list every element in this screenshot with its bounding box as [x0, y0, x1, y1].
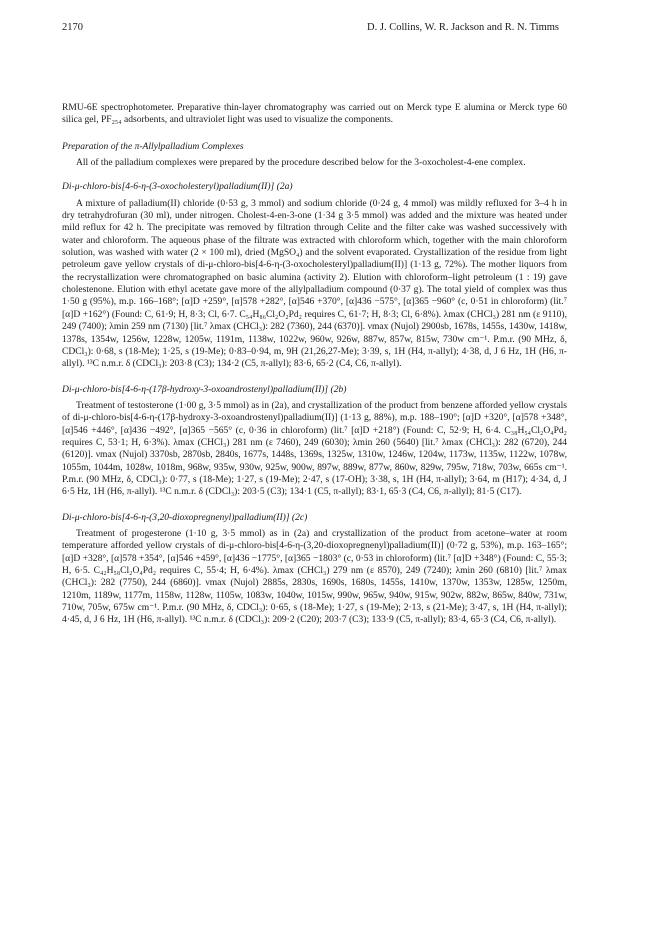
- section-paragraph: All of the palladium complexes were prepared by the procedure described below for the 3-oxocholest-4-ene complex.: [76, 157, 526, 169]
- compound-paragraph-2b: Treatment of testosterone (1·00 g, 3·5 mmol) as in (2a), and crystallization of the product from benzene afforded yellow crystals of di-μ-chloro-bis[4-6-η-(17β-hydroxy-3-oxoandrostenyl)palladium(II)] (1·13 g, 88%), m.p. 188–190°; [α]D +320°, [α]578 +348°, [α]546 +446°, [α]436 −492°, [α]365 −565° (c, 0·36 in chloroform) (lit.⁷ [α]D +218°) (Found: C, 52·9; H, 6·4. C₃₈H₅₄Cl₂O₄Pd₂ requires C, 53·1; H, 6·3%). λmax (CHCl₃) 281 nm (ε 7460), 249 (6030); λmin 260 (5640) [lit.⁷ λmax (CHCl₃): 282 (6720), 244 (6120)]. νmax (Nujol) 3370sb, 2870sb, 2840s, 1677s, 1448s, 1369s, 1325w, 1310w, 1246w, 1204w, 1173w, 1135w, 1122w, 1078w, 1055m, 1044m, 1028w, 1018m, 968w, 935w, 930w, 925w, 900w, 897w, 889w, 877w, 860w, 829w, 795w, 718w, 703w, 665s cm⁻¹. P.m.r. (90 MHz, δ, CDCl₃): 0·77, s (18-Me); 1·27, s (19-Me); 2·47, s (17-OH); 3·38, s, 1H (H4, π-allyl); 3·64, m (H17); 4·34, d, J 6·5 Hz, 1H (H6, π-allyl). ¹³C n.m.r. δ (CDCl₃): 203·5 (C3); 134·1 (C5, π-allyl); 83·1, 65·3 (C4, C6, π-allyl); 81·5 (C17).: [62, 399, 567, 498]
- article-body: [62, 102, 567, 627]
- section-heading: Preparation of the π-Allylpalladium Complexes: [62, 140, 244, 152]
- compound-heading-2b: Di-μ-chloro-bis[4-6-η-(17β-hydroxy-3-oxoandrostenyl)palladium(II)] (2b): [62, 383, 347, 395]
- compound-heading-2a: Di-μ-chloro-bis[4-6-η-(3-oxocholesteryl)palladium(II)] (2a): [62, 181, 293, 193]
- running-head-authors: D. J. Collins, W. R. Jackson and R. N. Timms: [367, 22, 559, 33]
- compound-paragraph-2c: Treatment of progesterone (1·10 g, 3·5 mmol) as in (2a) and crystallization of the product from acetone–water at room temperature afforded yellow crystals of di-μ-chloro-bis[4-6-η-(3,20-dioxopregnenyl)palladium(II)] (0·72 g, 53%), m.p. 163–165°; [α]D +328°, [α]578 +354°, [α]546 +459°, [α]436 −1775°, [α]365 −1803° (c, 0·53 in chloroform) (lit.⁷ [α]D +348°) (Found: C, 55·3; H, 6·5. C₄₂H₅₈Cl₂O₄Pd₂ requires C, 55·4; H, 6·4%). λmax (CHCl₃) 279 nm (ε 8570), 249 (7240); λmin 260 (6810) [lit.⁷ λmax (CHCl₃): 282 (7750), 244 (6860)]. νmax (Nujol) 2885s, 2830s, 1690s, 1680s, 1455s, 1410w, 1370w, 1353w, 1285w, 1250m, 1210m, 1189w, 1177m, 1158w, 1128w, 1105w, 1083w, 1040w, 1015w, 990w, 965w, 940w, 915w, 902w, 882w, 865w, 840w, 731w, 710w, 705w, 675w cm⁻¹. P.m.r. (90 MHz, δ, CDCl₃): 0·65, s (18-Me); 1·27, s (19-Me); 2·13, s (21-Me); 3·47, s, 1H (H4, π-allyl); 4·45, d, J 6 Hz, 1H (H6, π-allyl). ¹³C n.m.r. δ (CDCl₃): 209·2 (C20); 203·7 (C3); 133·9 (C5, π-allyl); 83·4, 65·3 (C4, C6, π-allyl).: [62, 527, 567, 626]
- compound-heading-2c: Di-μ-chloro-bis[4-6-η-(3,20-dioxopregnenyl)palladium(II)] (2c): [62, 511, 308, 523]
- running-header: [62, 22, 567, 36]
- journal-page: [62, 22, 567, 626]
- compound-paragraph-2a: A mixture of palladium(II) chloride (0·53 g, 3 mmol) and sodium chloride (0·24 g, 4 mmol) was mildly refluxed for 3–4 h in dry tetrahydrofuran (30 ml), under nitrogen. Cholest-4-en-3-one (1·34 g 3·5 mmol) was added and the mixture was heated under mild reflux for 42 h. The precipitate was removed by filtration through Celite and the filter cake was washed successively with water and chloroform. The aqueous phase of the filtrate was extracted with chloroform which, together with the main chloroform solution, was washed with water (2 × 100 ml), dried (MgSO₄) and the solvent evaporated. Crystallization of the residue from light petroleum gave yellow crystals of di-μ-chloro-bis[4-6-η-(3-oxocholesteryl)palladium(II)] (1·13 g, 72%). The mother liquors from the recrystallization were chromatographed on basic alumina (activity 2). Elution with chloroform–light petroleum (1 : 19) gave cholestenone. Elution with ethyl acetate gave more of the allylpalladium compound (0·37 g). The total yield of complex was thus 1·50 g (95%), m.p. 166–168°; [α]D +259°, [α]578 +282°, [α]546 +370°, [α]436 −575°, [α]365 −960° (c, 0·51 in chloroform) (lit.⁷ [α]D +162°) (Found: C, 61·9; H, 8·3; Cl, 6·7. C₅₄H₈₆Cl₂O₂Pd₂ requires C, 61·7; H, 8·3; Cl, 6·8%). λmax (CHCl₃) 281 nm (ε 9110), 249 (7400); λmin 259 nm (7130) [lit.⁷ λmax (CHCl₃): 282 (7360), 244 (6370)]. νmax (Nujol) 2900sb, 1678s, 1455s, 1430w, 1418w, 1378s, 1354w, 1256w, 1228w, 1205w, 1191m, 1138w, 1022w, 960w, 926w, 887w, 857w, 815w, 730w cm⁻¹. P.m.r. (90 MHz, δ, CDCl₃): 0·68, s (18-Me); 1·25, s (19-Me); 0·83–0·94, m, 9H (21,26,27-Me); 3·39, s, 1H (H4, π-allyl); 4·38, d, J 6 Hz, 1H (H6, π-allyl). ¹³C n.m.r. δ (CDCl₃): 203·8 (C3); 134·2 (C5, π-allyl); 83·6, 65·2 (C4, C6, π-allyl).: [62, 197, 567, 370]
- page-number: 2170: [62, 22, 83, 33]
- intro-paragraph: RMU-6E spectrophotometer. Preparative thin-layer chromatography was carried out on Merck type E alumina or Merck type 60 silica gel, PF₂₅₄ adsorbents, and ultraviolet light was used to visualize the components.: [62, 102, 567, 126]
